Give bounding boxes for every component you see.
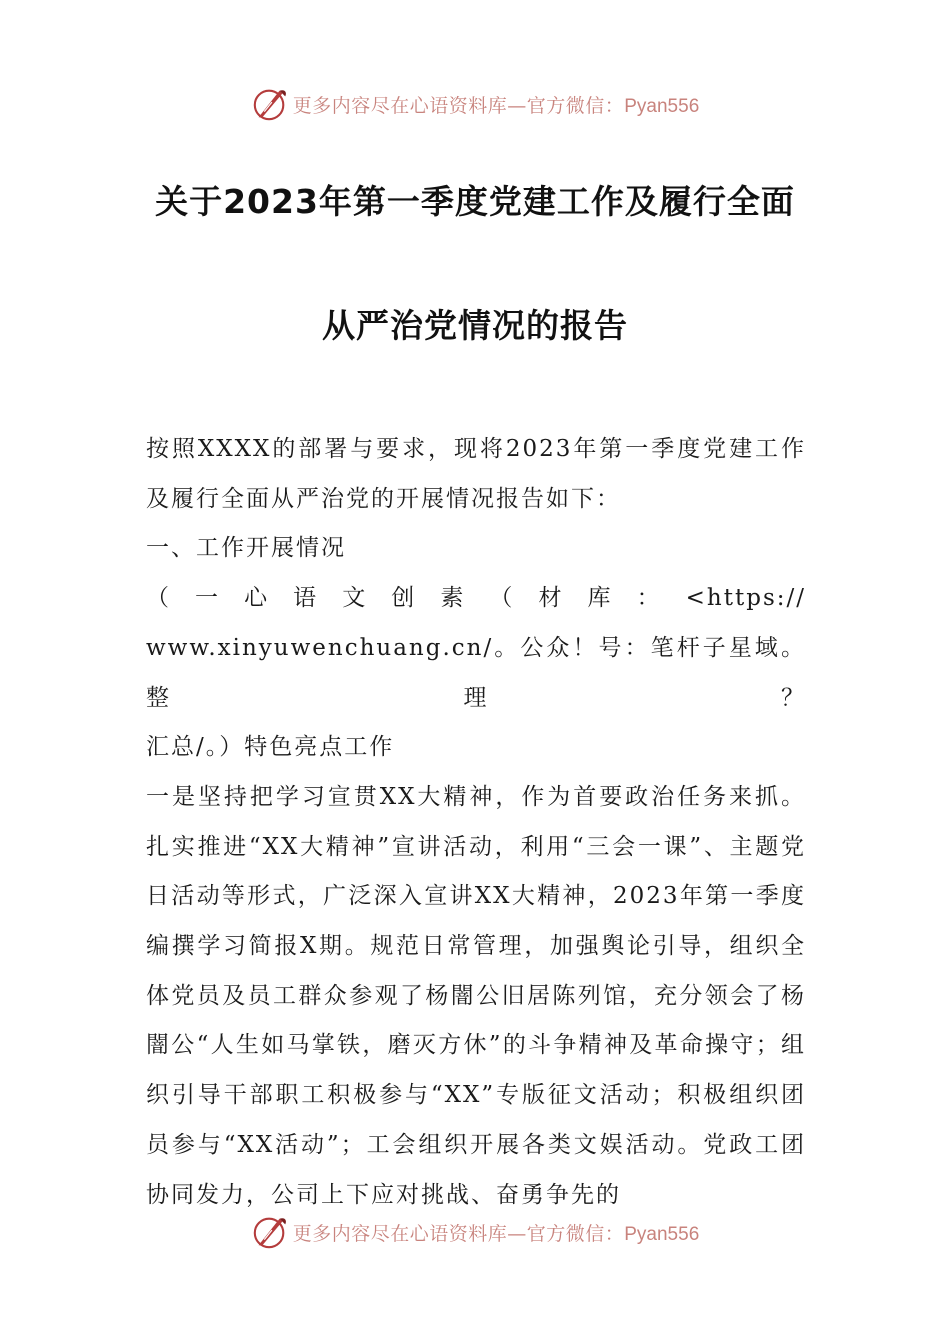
document-title-line-2: 从严治党情况的报告: [322, 306, 628, 345]
subsection-line-2: www.xinyuwenchuang.cn/。公众！号：笔杆子星域。整理？: [146, 634, 806, 711]
quill-logo-icon: [251, 1213, 289, 1251]
watermark-text: 更多内容尽在心语资料库—官方微信：Pyan556: [292, 1222, 700, 1245]
footer-watermark: [0, 1210, 950, 1254]
watermark-text: 更多内容尽在心语资料库—官方微信：Pyan556: [292, 94, 700, 117]
subsection-line-3: 汇总/。）特色亮点工作: [146, 734, 395, 761]
watermark-wechat-id: Pyan556: [624, 1223, 700, 1245]
subsection-line-1: （一心语文创素（材库：<https://: [146, 585, 806, 612]
watermark-wechat-id: Pyan556: [624, 95, 700, 117]
intro-paragraph: 按照XXXX的部署与要求，现将2023年第一季度党建工作及履行全面从严治党的开展情况报告如下：: [146, 436, 806, 512]
header-watermark: [0, 82, 950, 126]
quill-logo-icon: [251, 85, 289, 123]
document-title-line-1: 关于2023年第一季度党建工作及履行全面: [155, 182, 795, 221]
document-body: [146, 425, 806, 1220]
body-paragraph-1: 一是坚持把学习宣贯XX大精神，作为首要政治任务来抓。扎实推进“XX大精神”宣讲活动，利用“三会一课”、主题党日活动等形式，广泛深入宣讲XX大精神，2023年第一季度编撰学习简报X期。规范日常管理，加强舆论引导，组织全体党员及员工群众参观了杨闇公旧居陈列馆，充分领会了杨闇公“人生如马掌铁，磨灭方休”的斗争精神及革命操守；组织引导干部职工积极参与“XX”专版征文活动；积极组织团员参与“XX活动”；工会组织开展各类文娱活动。党政工团协同发力，公司上下应对挑战、奋勇争先的: [146, 783, 806, 1208]
section-heading: 一、工作开展情况: [146, 535, 346, 562]
